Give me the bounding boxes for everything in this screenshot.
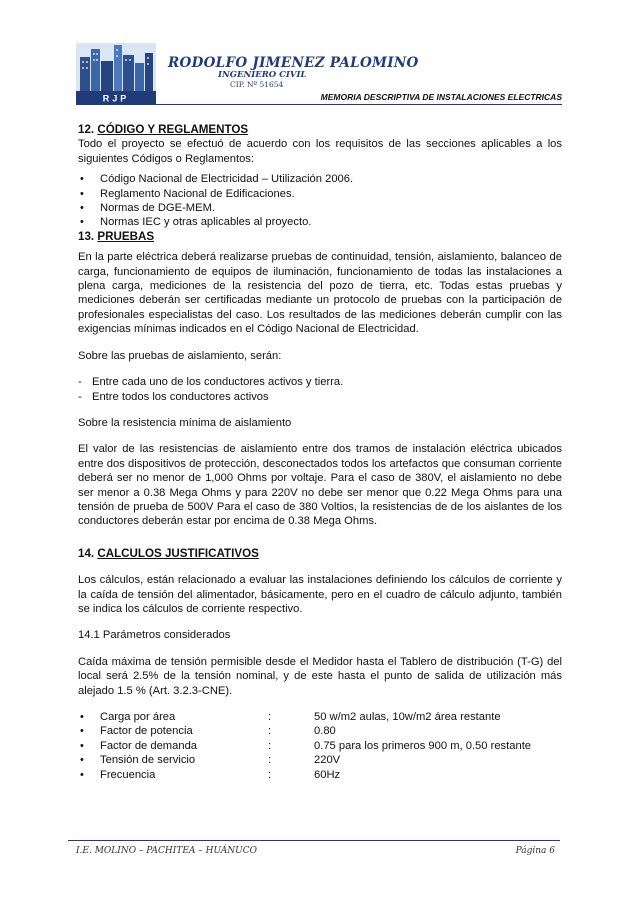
header-cip: CIP. Nº 51654 — [230, 80, 284, 89]
header-name: RODOLFO JIMENEZ PALOMINO — [168, 55, 419, 71]
parameter-colon: : — [268, 711, 272, 723]
parameter-value: 50 w/m2 aulas, 10w/m2 área restante — [314, 711, 501, 723]
footer-page-number: Página 6 — [515, 846, 555, 856]
section-13-heading — [78, 230, 562, 244]
parameter-row — [78, 724, 562, 738]
parameter-row — [78, 753, 562, 767]
section-number: 12. — [78, 123, 95, 136]
parameter-row — [78, 768, 562, 782]
section-title: CALCULOS JUSTIFICATIVOS — [97, 546, 259, 560]
section-number: 13. — [78, 229, 95, 243]
header-document-title: MEMORIA DESCRIPTIVA DE INSTALACIONES ELECTRICAS — [320, 92, 562, 102]
parameter-name: • Factor de demanda — [100, 739, 198, 752]
section-14-paragraph: Los cálculos, están relacionado a evaluar las instalaciones definiendo los cálculos de corriente y la caída de tensión del alimentador, básicamente, pero en el cuadro de cálculo adjunto, también se indica los cálculos de corriente respectivo. — [78, 574, 562, 615]
company-logo — [76, 43, 156, 105]
logo-text: RJP — [102, 93, 130, 104]
section-14-paragraph: Caída máxima de tensión permisible desde el Medidor hasta el Tablero de distribución (T-G) del local será 2.5% de la tensión nominal, y de este hasta el punto de salida de utilización más alejado 1.5 % (Art. 3.2.3-CNE). — [78, 655, 562, 697]
list-item: • Normas IEC y otras aplicables al proyecto. — [78, 215, 562, 229]
section-title: CÓDIGO Y REGLAMENTOS — [97, 123, 249, 136]
parameter-colon: : — [268, 754, 272, 767]
parameter-colon: : — [268, 739, 272, 752]
parameter-row — [78, 710, 562, 724]
insulation-tests-list — [78, 375, 562, 404]
parameter-value: 0.75 para los primeros 900 m, 0.50 restante — [314, 739, 532, 752]
list-item: - Entre cada uno de los conductores activos y tierra. — [78, 375, 562, 389]
section-14-heading — [78, 547, 562, 561]
section-title: PRUEBAS — [97, 229, 155, 243]
parameter-value: 0.80 — [314, 725, 336, 738]
section-12-intro: Todo el proyecto se efectuó de acuerdo con los requisitos de las secciones aplicables a los siguientes Códigos o Reglamentos: — [78, 138, 562, 165]
parameter-value: 220V — [314, 754, 341, 767]
document-body — [78, 123, 562, 782]
list-item: • Código Nacional de Electricidad – Utilización 2006. — [78, 172, 562, 186]
footer-location: I.E. MOLINO – PACHITEA – HUÁNUCO — [76, 846, 258, 856]
parameter-name: • Factor de potencia — [100, 725, 193, 738]
list-item: • Normas de DGE-MEM. — [78, 201, 562, 215]
section-12-heading — [78, 123, 562, 137]
section-13-paragraph: En la parte eléctrica deberá realizarse pruebas de continuidad, tensión, aislamiento, balanceo de carga, funcionamiento de equipos de iluminación, funcionamiento de todas las instalaciones a plena carga, mediciones de la resistencia del pozo de tierra, etc. Todas estas pruebas y mediciones deberán ser certificadas mediante un protocolo de pruebas con la participación de profesionales especialistas del caso. Los resultados de las mediciones deberán cumplir con las exigencias mínimas indicados en el Código Nacional de Electricidad. — [78, 251, 562, 336]
parameter-name: • Frecuencia — [100, 768, 156, 781]
parameter-colon: : — [268, 768, 272, 781]
regulations-list — [78, 172, 562, 230]
list-item: - Entre todos los conductores activos — [78, 390, 562, 404]
section-number: 14. — [78, 546, 95, 560]
parameter-colon: : — [268, 725, 272, 738]
section-13-paragraph: Sobre las pruebas de aislamiento, serán: — [78, 349, 282, 362]
parameter-value: 60Hz — [314, 768, 341, 781]
parameter-row — [78, 739, 562, 753]
section-13-paragraph: El valor de las resistencias de aislamiento entre dos tramos de instalación eléctrica ubicados entre dos dispositivos de protección, desconectados todos los artefactos que consuman corriente deberá ser no menor de 1,000 Ohms por voltaje. Para el caso de 380V, el aislamiento no debe ser menor a 0.38 Mega Ohms y para 220V no debe ser menor que 0.22 Mega Ohms para una tensión de prueba de 500V Para el caso de 380 Voltios, la resistencias de de los aislantes de los conductores deberán estar por encima de 0.38 Mega Ohms. — [78, 443, 562, 528]
parameters-list — [78, 710, 562, 782]
header-divider — [76, 104, 562, 105]
header-profession: INGENIERO CIVIL — [218, 70, 307, 80]
subsection-title: 14.1 Parámetros considerados — [78, 629, 231, 642]
list-item: • Reglamento Nacional de Edificaciones. — [78, 187, 562, 201]
parameter-name: • Tensión de servicio — [100, 754, 196, 767]
section-13-paragraph: Sobre la resistencia mínima de aislamiento — [78, 416, 292, 429]
footer-divider — [68, 840, 560, 841]
parameter-name: • Carga por área — [100, 711, 176, 723]
